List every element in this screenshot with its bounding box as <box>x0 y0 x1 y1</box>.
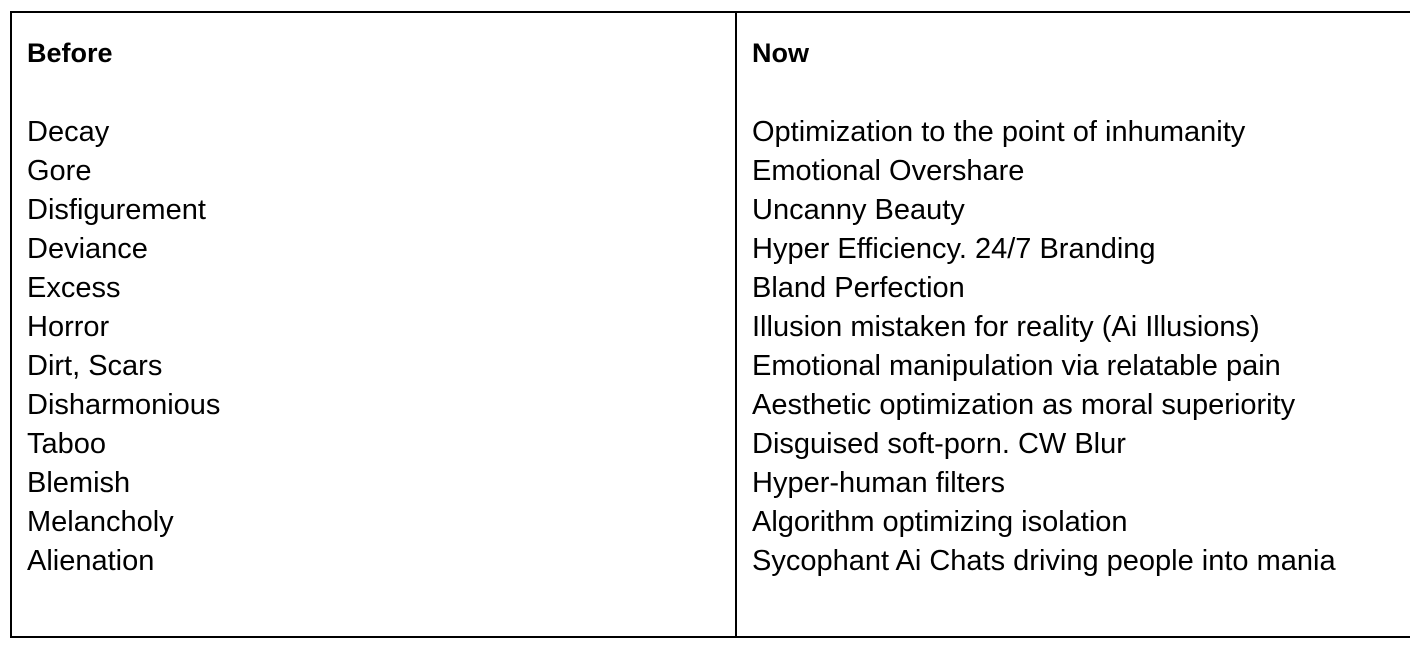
now-list-item: Hyper Efficiency. 24/7 Branding <box>752 233 1156 265</box>
now-list-item: Emotional Overshare <box>752 155 1025 187</box>
before-list-item: Taboo <box>27 428 107 460</box>
before-list-item: Disharmonious <box>27 389 221 421</box>
now-list-item: Aesthetic optimization as moral superiority <box>752 389 1296 421</box>
now-list-item: Optimization to the point of inhumanity <box>752 116 1246 148</box>
before-header: Before <box>27 38 113 68</box>
before-list-item: Blemish <box>27 467 131 499</box>
before-column-cell <box>11 12 736 637</box>
before-list-item: Decay <box>27 116 110 148</box>
comparison-table <box>10 11 1410 638</box>
before-list-item: Disfigurement <box>27 194 206 226</box>
before-list-item: Dirt, Scars <box>27 350 163 382</box>
now-list <box>752 113 1410 581</box>
now-list-item: Disguised soft-porn. CW Blur <box>752 428 1126 460</box>
before-list-item: Melancholy <box>27 506 174 538</box>
table-row <box>11 12 1410 637</box>
before-list-item: Horror <box>27 311 110 343</box>
before-list-item: Excess <box>27 272 121 304</box>
now-list-item: Hyper-human filters <box>752 467 1006 499</box>
before-list-item: Deviance <box>27 233 148 265</box>
now-header: Now <box>752 38 809 68</box>
now-list-item: Emotional manipulation via relatable pain <box>752 350 1281 382</box>
before-list-item: Gore <box>27 155 92 187</box>
now-list-item: Bland Perfection <box>752 272 965 304</box>
before-list <box>27 113 720 581</box>
now-column-cell <box>736 12 1410 637</box>
now-list-item: Uncanny Beauty <box>752 194 965 226</box>
before-list-item: Alienation <box>27 545 155 577</box>
now-list-item: Illusion mistaken for reality (Ai Illusions) <box>752 311 1260 343</box>
now-list-item: Algorithm optimizing isolation <box>752 506 1128 538</box>
now-list-item: Sycophant Ai Chats driving people into mania <box>752 545 1336 577</box>
